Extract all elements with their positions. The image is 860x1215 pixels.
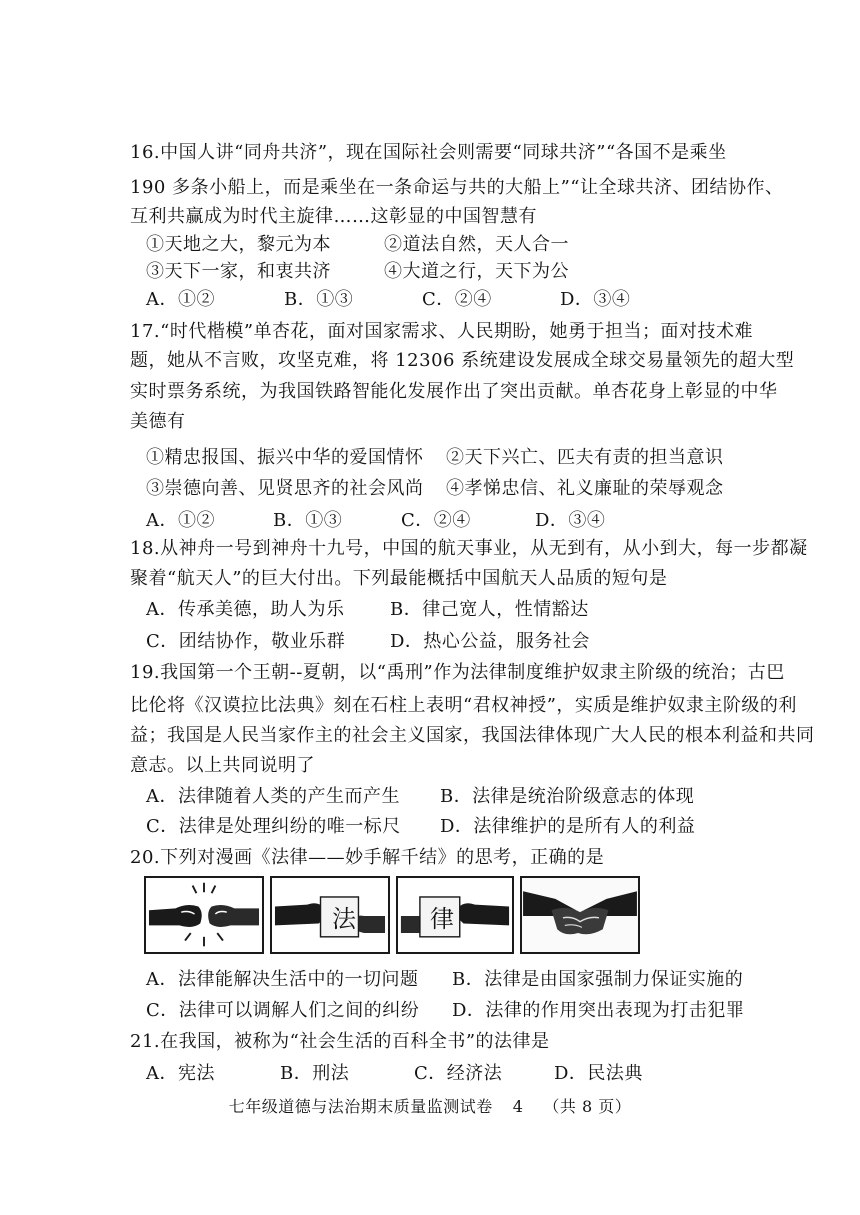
option-b[interactable]: B．律己宽人，性情豁达: [390, 599, 589, 620]
option-d[interactable]: D．③④: [560, 289, 631, 310]
question-stem-line: 20.下列对漫画《法律——妙手解千结》的思考，正确的是: [130, 847, 605, 868]
question-stem-line: 17.“时代楷模”单杏花，面对国家需求、人民期盼，她勇于担当；面对技术难: [130, 321, 754, 342]
option-b[interactable]: B．法律是由国家强制力保证实施的: [452, 969, 744, 990]
option-c[interactable]: C．②④: [401, 510, 471, 531]
option-a[interactable]: A．①②: [146, 289, 215, 310]
statement-4: ④大道之行，天下为公: [384, 261, 569, 282]
option-d[interactable]: D．法律维护的是所有人的利益: [440, 816, 696, 837]
statement-2: ②天下兴亡、匹夫有责的担当意识: [446, 447, 724, 468]
question-stem-line: 聚着“航天人”的巨大付出。下列最能概括中国航天人品质的短句是: [130, 568, 668, 589]
footer-title: 七年级道德与法治期末质量监测试卷: [228, 1097, 493, 1116]
footer-page-number: 4: [512, 1097, 524, 1116]
option-a[interactable]: A．①②: [146, 510, 215, 531]
question-stem-line: 意志。以上共同说明了: [130, 755, 315, 776]
comic-label-fa: 法: [332, 905, 356, 933]
question-stem-line: 190 多条小船上，而是乘坐在一条命运与共的大船上”“让全球共济、团结协作、: [130, 177, 784, 198]
question-stem-line: 16.中国人讲“同舟共济”，现在国际社会则需要“同球共济”“各国不是乘坐: [130, 142, 727, 163]
option-d[interactable]: D．民法典: [554, 1063, 643, 1084]
statement-4: ④孝悌忠信、礼义廉耻的荣辱观念: [446, 478, 724, 499]
statement-1: ①天地之大，黎元为本: [146, 234, 331, 255]
comic-panel-1: [144, 876, 264, 954]
question-stem-line: 题，她从不言败，攻坚克难，将 12306 系统建设发展成全球交易量领先的超大型: [130, 350, 795, 371]
option-d[interactable]: D．法律的作用突出表现为打击犯罪: [452, 1000, 745, 1021]
comic-panel-3: [396, 876, 514, 954]
statement-3: ③崇德向善、见贤思齐的社会风尚: [146, 478, 424, 499]
question-stem-line: 比伦将《汉谟拉比法典》刻在石柱上表明“君权神授”，实质是维护奴隶主阶级的利: [130, 695, 797, 716]
handshake-icon: [522, 878, 638, 952]
question-stem-line: 实时票务系统，为我国铁路智能化发展作出了突出贡献。单杏花身上彰显的中华: [130, 381, 778, 402]
option-c[interactable]: C．团结协作，敬业乐群: [146, 631, 346, 652]
comic-label-lv: 律: [430, 905, 454, 933]
option-a[interactable]: A．宪法: [146, 1063, 215, 1084]
statement-1: ①精忠报国、振兴中华的爱国情怀: [146, 447, 424, 468]
option-a[interactable]: A．法律能解决生活中的一切问题: [146, 969, 419, 990]
option-a[interactable]: A．传承美德，助人为乐: [146, 599, 345, 620]
option-a[interactable]: A．法律随着人类的产生而产生: [146, 786, 400, 807]
option-b[interactable]: B．①③: [284, 289, 354, 310]
question-stem-line: 益；我国是人民当家作主的社会主义国家，我国法律体现广大人民的根本利益和共同: [130, 725, 815, 746]
option-b[interactable]: B．刑法: [280, 1063, 350, 1084]
question-stem-line: 18.从神舟一号到神舟十九号，中国的航天事业，从无到有，从小到大，每一步都凝: [130, 538, 808, 559]
statement-2: ②道法自然，天人合一: [384, 234, 569, 255]
fists-bump-icon: [146, 878, 262, 952]
comic-panel-4: [520, 876, 640, 954]
option-d[interactable]: D．③④: [535, 510, 606, 531]
question-stem-line: 互利共赢成为时代主旋律……这彰显的中国智慧有: [130, 206, 537, 227]
question-stem-line: 美德有: [130, 411, 186, 432]
page-footer: [0, 1097, 860, 1117]
option-c[interactable]: C．②④: [422, 289, 492, 310]
question-stem-line: 19.我国第一个王朝--夏朝，以“禹刑”作为法律制度维护奴隶主阶级的统治；古巴: [130, 662, 785, 683]
option-c[interactable]: C．经济法: [414, 1063, 503, 1084]
option-c[interactable]: C．法律可以调解人们之间的纠纷: [146, 1000, 420, 1021]
option-b[interactable]: B．①③: [273, 510, 343, 531]
comic-strip: [0, 876, 860, 954]
comic-panel-2: [270, 876, 390, 954]
footer-page-total: （共 8 页）: [543, 1097, 632, 1116]
option-b[interactable]: B．法律是统治阶级意志的体现: [440, 786, 695, 807]
option-d[interactable]: D．热心公益，服务社会: [390, 631, 590, 652]
question-stem-line: 21.在我国，被称为“社会生活的百科全书”的法律是: [130, 1031, 550, 1052]
option-c[interactable]: C．法律是处理纠纷的唯一标尺: [146, 816, 401, 837]
statement-3: ③天下一家，和衷共济: [146, 261, 331, 282]
